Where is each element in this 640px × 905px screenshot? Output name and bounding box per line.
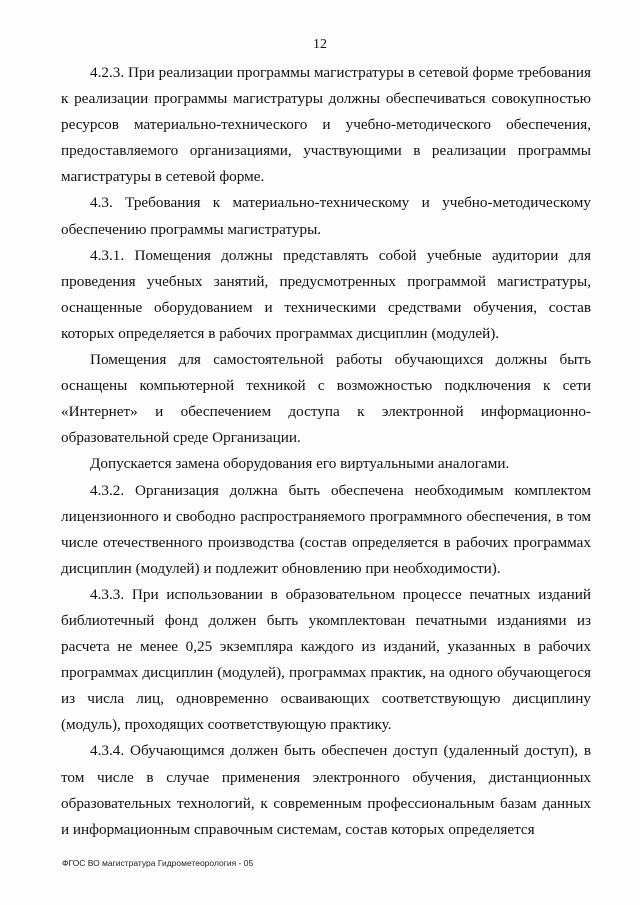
paragraph-4-3-3: 4.3.3. При использовании в образовательном процессе печатных изданий библиотечный фонд должен быть укомплектован печатными изданиями из расчета не менее 0,25 экземпляра каждого из изданий, указанных в рабочих программах дисциплин (модулей), программах практик, на одного обучающегося из числа лиц, одновременно осваивающих соответствующую дисциплину (модуль), проходящих соответствующую практику. xyxy=(61,585,591,734)
paragraph-4-3-2: 4.3.2. Организация должна быть обеспечена необходимым комплектом лицензионного и свободно распространяемого программного обеспечения, в том числе отечественного производства (состав определяется в рабочих программах дисциплин (модулей) и подлежит обновлению при необходимости). xyxy=(61,481,591,577)
paragraph-virtual-analogs: Допускается замена оборудования его виртуальными аналогами. xyxy=(90,455,510,473)
paragraph-4-3-1: 4.3.1. Помещения должны представлять собой учебные аудитории для проведения учебных занятий, предусмотренных программой магистратуры, оснащенные оборудованием и техническими средствами обучения, состав которых определяется в рабочих программах дисциплин (модулей). xyxy=(61,246,591,342)
paragraph-4-3-4: 4.3.4. Обучающимся должен быть обеспечен доступ (удаленный доступ), в том числе в случае применения электронного обучения, дистанционных образовательных технологий, к современным профессиональным базам данных и информационным справочным системам, состав которых определяется xyxy=(61,742,591,838)
page-footer: ФГОС ВО магистратура Гидрометеорология - 05 xyxy=(62,858,254,868)
page-number: 12 xyxy=(313,37,327,52)
paragraph-4-3: 4.3. Требования к материально-техническому и учебно-методическому обеспечению программы магистратуры. xyxy=(61,194,591,238)
document-body xyxy=(61,60,591,843)
paragraph-self-study-rooms: Помещения для самостоятельной работы обучающихся должны быть оснащены компьютерной техникой с возможностью подключения к сети «Интернет» и обеспечением доступа к электронной информационно-образовательной среде Организации. xyxy=(61,351,591,447)
paragraph-4-2-3: 4.2.3. При реализации программы магистратуры в сетевой форме требования к реализации программы магистратуры должны обеспечиваться совокупностью ресурсов материально-технического и учебно-методического обеспечения, предоставляемого организациями, участвующими в реализации программы магистратуры в сетевой форме. xyxy=(61,64,591,186)
